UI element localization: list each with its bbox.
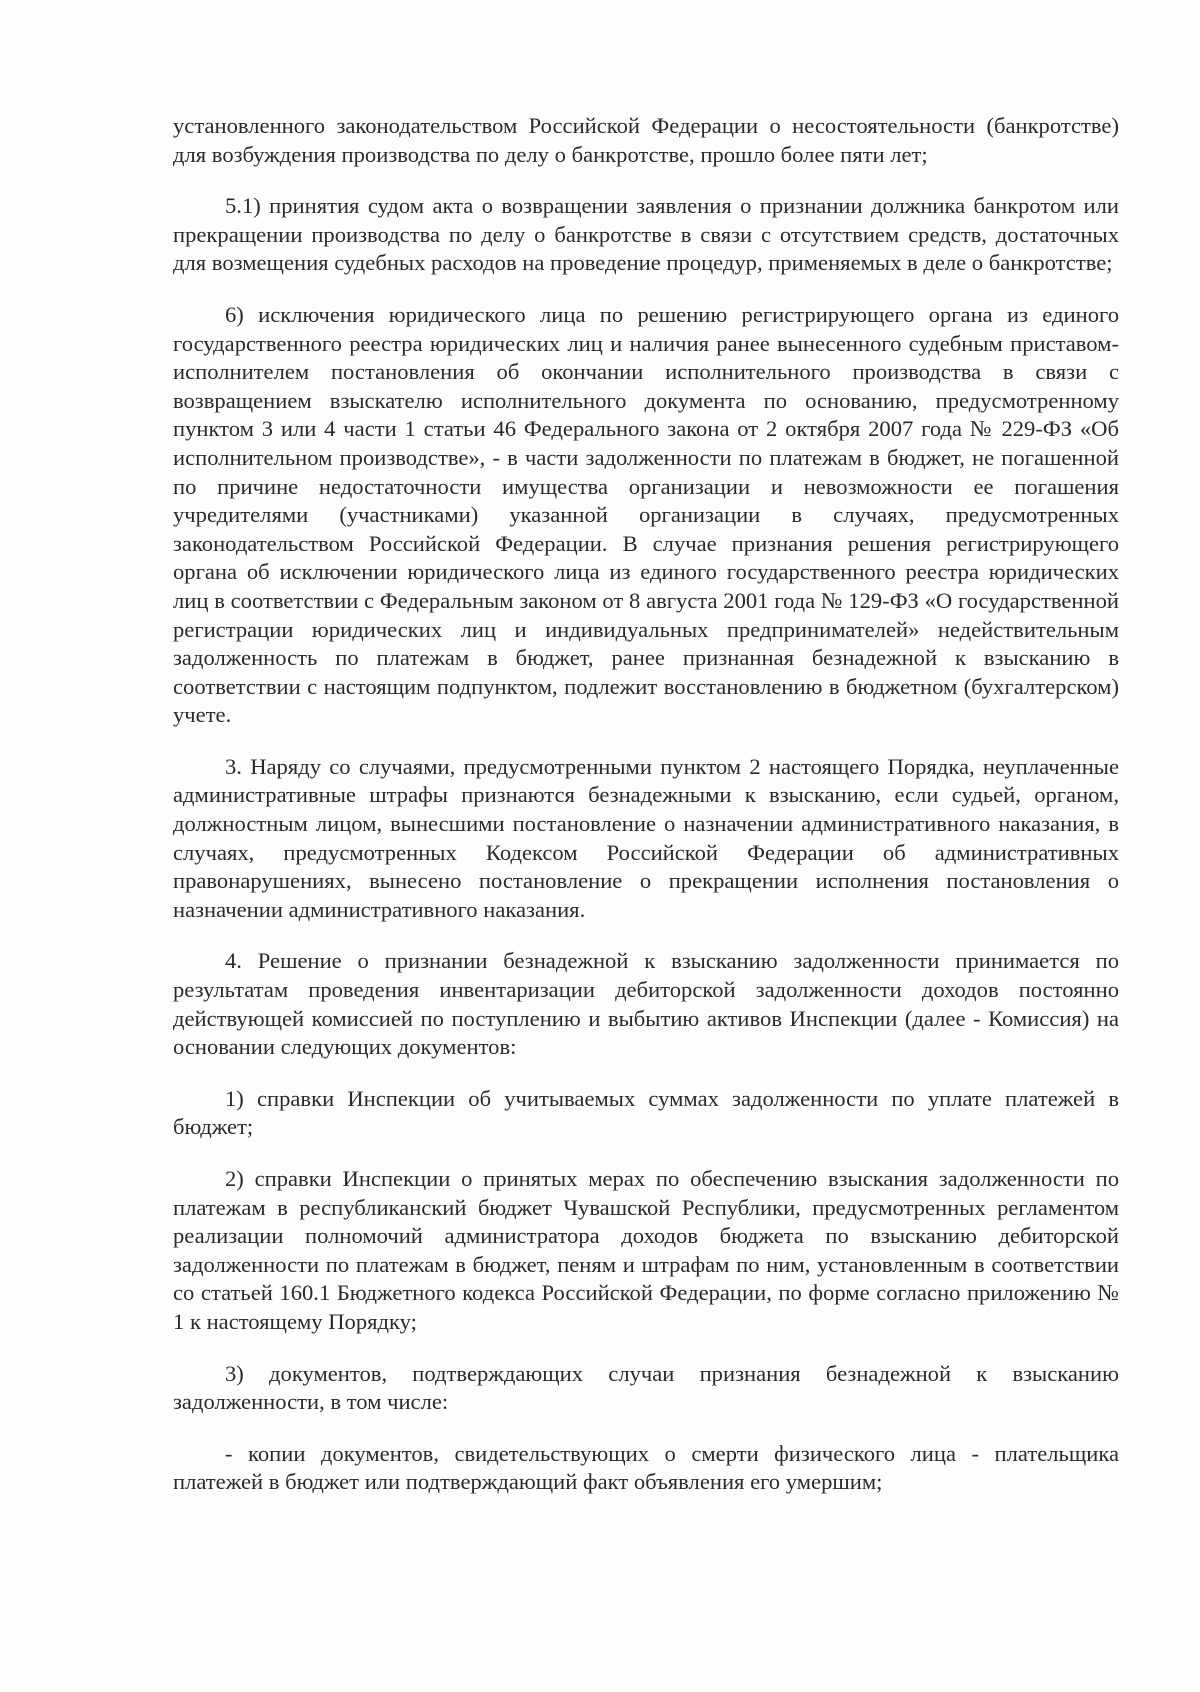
paragraph-continuation: установленного законодательством Российской Федерации о несостоятельности (банкротстве) для возбуждения производства по делу о банкротстве, прошло более пяти лет; bbox=[173, 113, 1119, 167]
paragraph-death-certificate: - копии документов, свидетельствующих о смерти физического лица - плательщика платежей в бюджет или подтверждающий факт объявления его умершим; bbox=[173, 1440, 1119, 1495]
paragraph-item-5-1: 5.1) принятия судом акта о возвращении заявления о признании должника банкротом или прекращении производства по делу о банкротстве в связи с отсутствием средств, достаточных для возмещения судебных расходов на проведение процедур, применяемых в деле о банкротстве; bbox=[173, 193, 1119, 276]
paragraph-clause-4: 4. Решение о признании безнадежной к взысканию задолженности принимается по результатам проведения инвентаризации дебиторской задолженности доходов постоянно действующей комиссией по поступлению и выбытию активов Инспекции (далее - Комиссия) на основании следующих документов: bbox=[173, 948, 1119, 1060]
paragraph-clause-3: 3. Наряду со случаями, предусмотренными пунктом 2 настоящего Порядка, неуплаченные административные штрафы признаются безнадежными к взысканию, если судьей, органом, должностным лицом, вынесшими постановление о назначении административного наказания, в случаях, предусмотренных Кодексом Российской Федерации об административных правонарушениях, вынесено постановление о прекращении исполнения постановления о назначении административного наказания. bbox=[173, 753, 1119, 922]
paragraph-document-1: 1) справки Инспекции об учитываемых суммах задолженности по уплате платежей в бюджет; bbox=[173, 1085, 1119, 1140]
paragraph-document-3: 3) документов, подтверждающих случаи признания безнадежной к взысканию задолженности, в том числе: bbox=[173, 1360, 1119, 1415]
document-body bbox=[173, 112, 1119, 1520]
paragraph-item-6: 6) исключения юридического лица по решению регистрирующего органа из единого государственного реестра юридических лиц и наличия ранее вынесенного судебным приставом-исполнителем постановления об окончании исполнительного производства в связи с возвращением взыскателю исполнительного документа по основанию, предусмотренному пунктом 3 или 4 части 1 статьи 46 Федерального закона от 2 октября 2007 года № 229-ФЗ «Об исполнительном производстве», - в части задолженности по платежам в бюджет, не погашенной по причине недостаточности имущества организации и невозможности ее погашения учредителями (участниками) указанной организации в случаях, предусмотренных законодательством Российской Федерации. В случае признания решения регистрирующего органа об исключении юридического лица из единого государственного реестра юридических лиц в соответствии с Федеральным законом от 8 августа 2001 года № 129-ФЗ «О государственной регистрации юридических лиц и индивидуальных предпринимателей» недействительным задолженность по платежам в бюджет, ранее признанная безнадежной к взысканию в соответствии с настоящим подпунктом, подлежит восстановлению в бюджетном (бухгалтерском) учете. bbox=[173, 301, 1119, 728]
paragraph-document-2: 2) справки Инспекции о принятых мерах по обеспечению взыскания задолженности по платежам в республиканский бюджет Чувашской Республики, предусмотренных регламентом реализации полномочий администратора доходов бюджета по взысканию дебиторской задолженности по платежам в бюджет, пеням и штрафам по ним, установленным в соответствии со статьей 160.1 Бюджетного кодекса Российской Федерации, по форме согласно приложению № 1 к настоящему Порядку; bbox=[173, 1166, 1119, 1334]
